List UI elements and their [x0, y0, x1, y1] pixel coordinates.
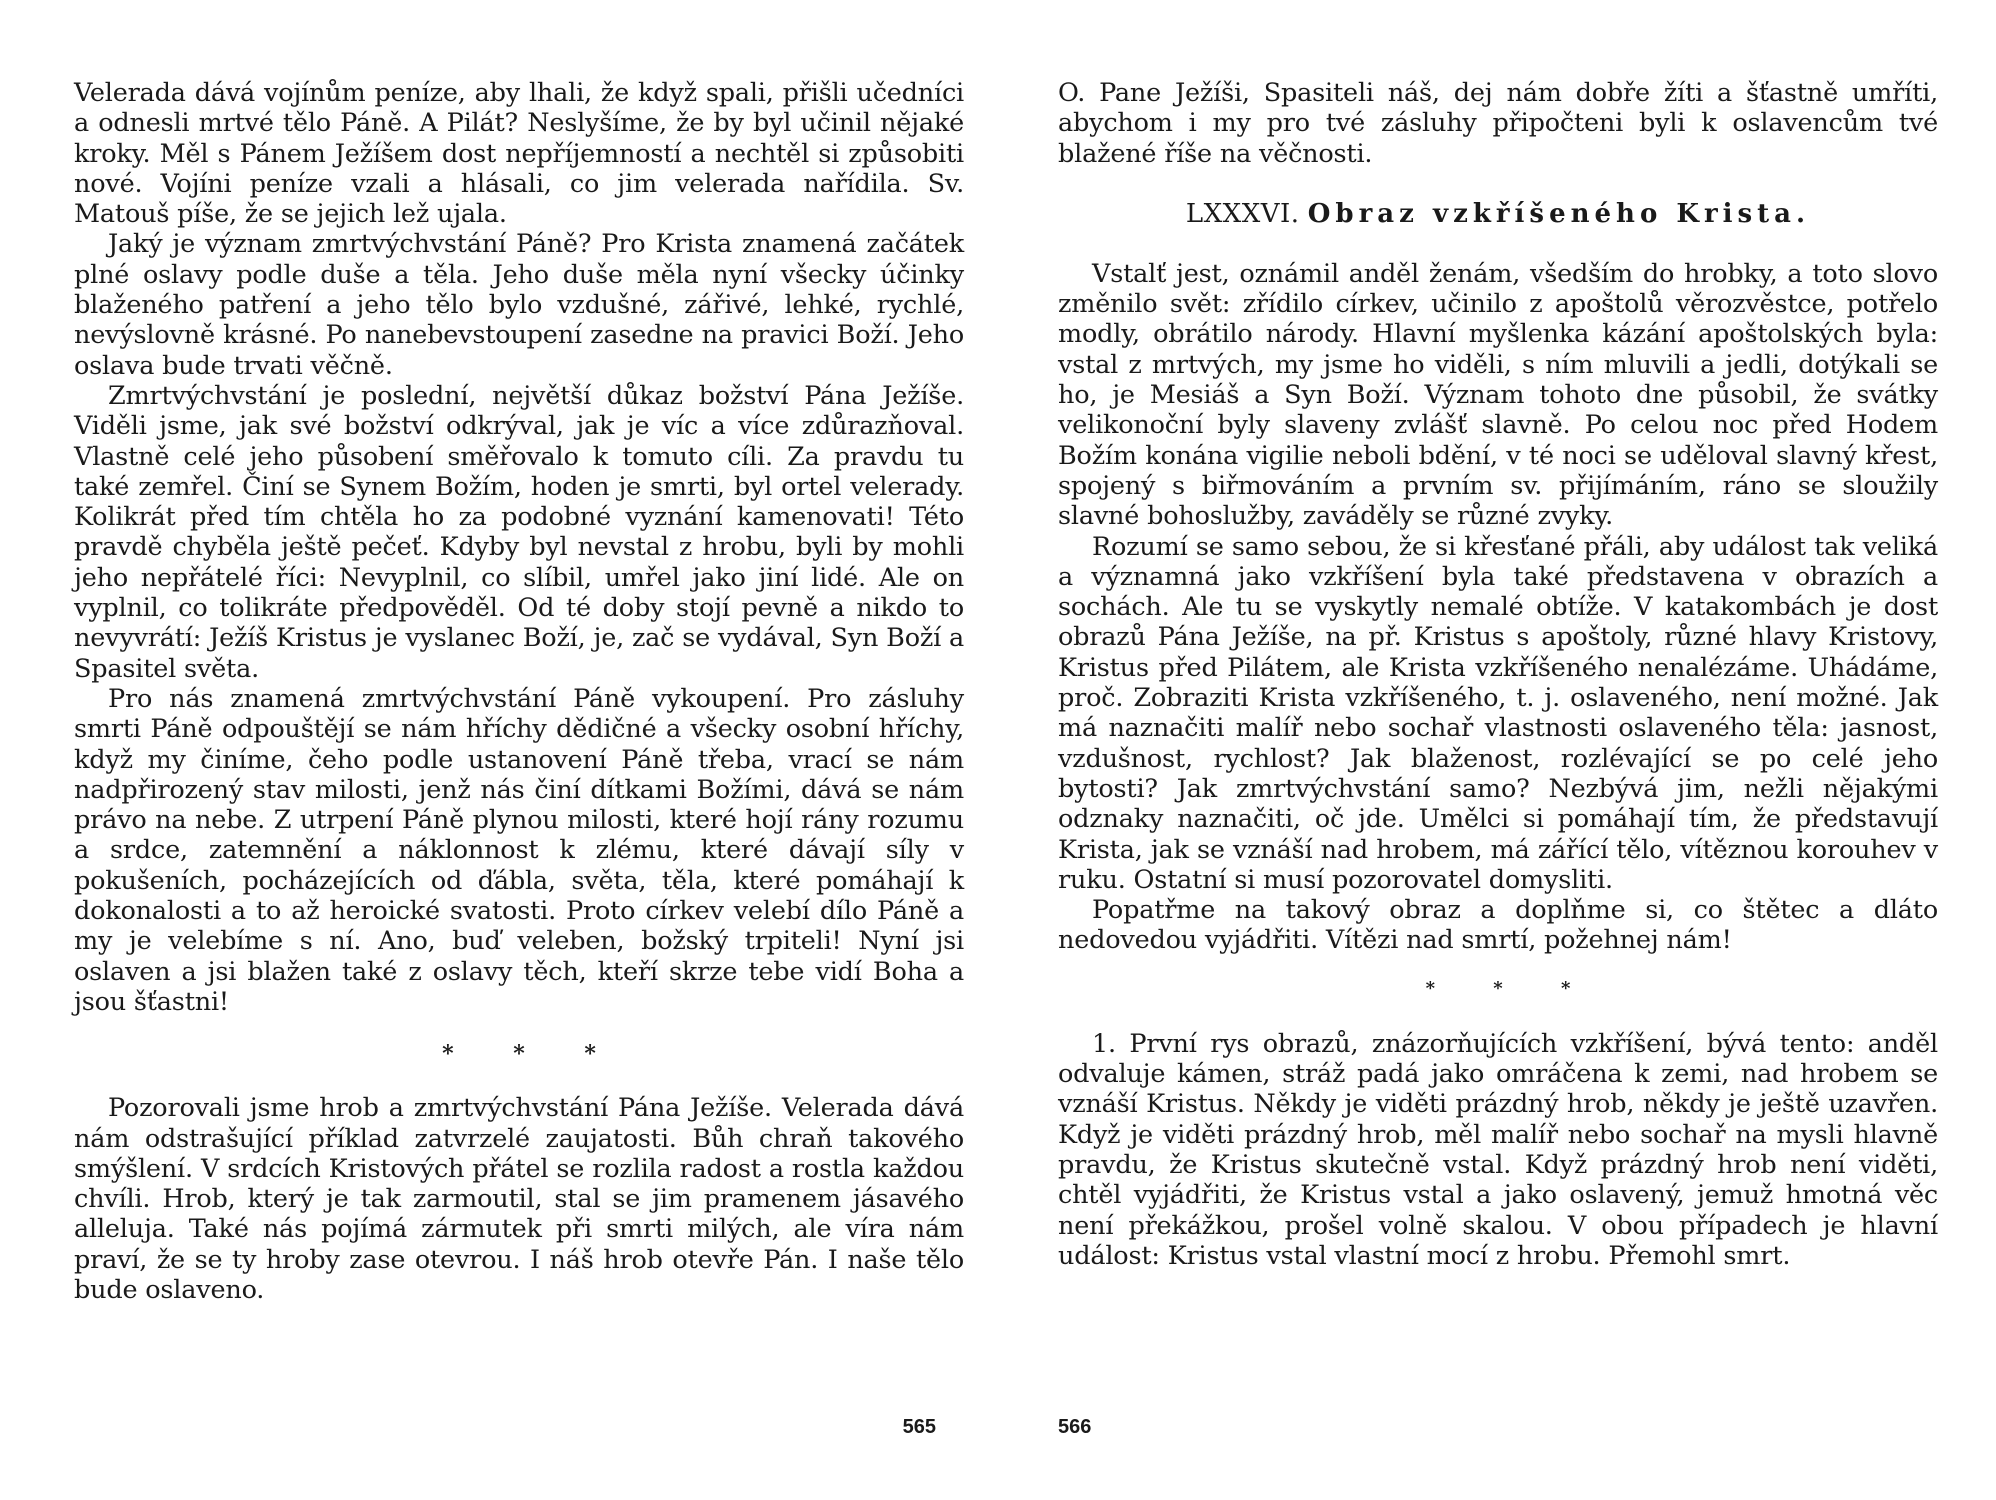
paragraph: O. Pane Ježíši, Spasiteli náš, dej nám dobře žíti a šťastně umříti, abychom i my pro tvé zásluhy připočteni byli k oslavencům tvé blažené říše na věčnosti.: [1058, 78, 1938, 169]
paragraph: Rozumí se samo sebou, že si křesťané přáli, aby událost tak veliká a významná jako vzkříšení byla také představena v obrazích a sochách. Ale tu se vyskytly nemalé obtíže. V katakombách je dost obrazů Pána Ježíše, na př. Kristus s apoštoly, různé hlavy Kristovy, Kristus před Pilátem, ale Krista vzkříšeného nenalézáme. Uhádáme, proč. Zobraziti Krista vzkříšeného, t. j. oslaveného, není možné. Jak má naznačiti malíř nebo sochař vlastnosti oslaveného těla: jasnost, vzdušnost, rychlost? Jak blaženost, rozlévající se po celé jeho bytosti? Jak zmrtvýchvstání samo? Nezbývá jim, nežli nějakými odznaky naznačiti, oč jde. Umělci si pomáhají tím, že představují Krista, jak se vznáší nad hrobem, má zářící tělo, vítěznou korouhev v ruku. Ostatní si musí pozorovatel domysliti.: [1058, 531, 1938, 895]
chapter-title: Obraz vzkříšeného Krista.: [1307, 198, 1811, 229]
chapter-number: LXXXVI.: [1185, 198, 1300, 229]
page-number: 565: [902, 1416, 936, 1438]
paragraph: Vstalť jest, oznámil anděl ženám, všedším do hrobky, a toto slovo změnilo svět: zřídilo církev, učinilo z apoštolů věrozvěstce, potřelo modly, obrátilo národy. Hlavní myšlenka kázání apoštolských byla: vstal z mrtvých, my jsme ho viděli, s ním mluvili a jedli, dotýkali se ho, je Mesiáš a Syn Boží. Význam tohoto dne působil, že svátky velikonoční byly slaveny zvlášť slavně. Po celou noc před Hodem Božím konána vigilie neboli bdění, v té noci se uděloval slavný křest, spojený s biřmováním a prvním sv. přijímáním, ráno se sloužily slavné bohoslužby, zaváděly se různé zvyky.: [1058, 258, 1938, 532]
paragraph: Popatřme na takový obraz a doplňme si, co štětec a dláto nedovedou vyjádřiti. Vítězi nad smrtí, požehnej nám!: [1058, 895, 1938, 956]
page-number: 566: [1058, 1416, 1092, 1438]
paragraph: Pozorovali jsme hrob a zmrtvýchvstání Pána Ježíše. Velerada dává nám odstrašující příklad zatvrzelé zaujatosti. Bůh chraň takového smýšlení. V srdcích Kristových přátel se rozlila radost a rostla každou chvíli. Hrob, který je tak zarmoutil, stal se jim pramenem jásavého alleluja. Také nás pojímá zármutek při smrti milých, ale víra nám praví, že se ty hroby zase otevrou. I náš hrob otevře Pán. I naše tělo bude oslaveno.: [74, 1093, 964, 1305]
paragraph: Pro nás znamená zmrtvýchvstání Páně vykoupení. Pro zásluhy smrti Páně odpouštějí se nám hříchy dědičné a všecky osobní hříchy, když my činíme, čeho podle ustanovení Páně třeba, vrací se nám nadpřirozený stav milosti, jenž nás činí dítkami Božími, dává se nám právo na nebe. Z utrpení Páně plynou milosti, které hojí rány rozumu a srdce, zatemnění a náklonnost k zlému, které dávají síly v pokušeních, pocházejících od ďábla, světa, těla, které pomáhají k dokonalosti a to až heroické svatosti. Proto církev velebí dílo Páně a my je velebíme s ní. Ano, buď veleben, božský trpiteli! Nyní jsi oslaven a jsi blažen také z oslavy těch, kteří skrze tebe vidí Boha a jsou šťastni!: [74, 683, 964, 1017]
left-page: [74, 78, 964, 1458]
paragraph: 1. První rys obrazů, znázorňujících vzkříšení, bývá tento: anděl odvaluje kámen, stráž padá jako omráčena k zemi, nad hrobem se vznáší Kristus. Někdy je viděti prázdný hrob, někdy je ještě uzavřen. Když je viděti prázdný hrob, měl malíř nebo sochař na mysli hlavně pravdu, že Kristus skutečně vstal. Když prázdný hrob není viděti, chtěl vyjádřiti, že Kristus vstal a jako oslavený, jemuž hmotná věc není překážkou, prošel volně skalou. V obou případech je hlavní událost: Kristus vstal vlastní mocí z hrobu. Přemohl smrt.: [1058, 1028, 1938, 1271]
paragraph: Velerada dává vojínům peníze, aby lhali, že když spali, přišli učedníci a odnesli mrtvé tělo Páně. A Pilát? Neslyšíme, že by byl učinil nějaké kroky. Měl s Pánem Ježíšem dost nepříjemností a nechtěl si způsobiti nové. Vojíni peníze vzali a hlásali, co jim velerada nařídila. Sv. Matouš píše, že se jejich lež ujala.: [74, 78, 964, 230]
section-separator: * * *: [1425, 977, 1597, 999]
paragraph: Zmrtvýchvstání je poslední, největší důkaz božství Pána Ježíše. Viděli jsme, jak své božství odkrýval, jak je víc a více zdůrazňoval. Vlastně celé jeho působení směřovalo k tomuto cíli. Za pravdu tu také zemřel. Činí se Synem Božím, hoden je smrti, byl ortel velerady. Kolikrát před tím chtěla ho za podobné vyznání kamenovati! Této pravdě chyběla ještě pečeť. Kdyby byl nevstal z hrobu, byli by mohli jeho nepřátelé říci: Nevyplnil, co slíbil, umřel jako jiní lidé. Ale on vyplnil, co tolikráte předpověděl. Od té doby stojí pevně a nikdo to nevyvrátí: Ježíš Kristus je vyslanec Boží, je, zač se vydával, Syn Boží a Spasitel světa.: [74, 380, 964, 684]
right-page: [1058, 78, 1938, 1458]
paragraph: Jaký je význam zmrtvýchvstání Páně? Pro Krista znamená začátek plné oslavy podle duše a těla. Jeho duše měla nyní všecky účinky blaženého patření a jeho tělo bylo vzdušné, zářivé, lehké, rychlé, nevýslovně krásné. Po nanebevstoupení zasedne na pravici Boží. Jeho oslava bude trvati věčně.: [74, 229, 964, 381]
section-separator: * * *: [442, 1041, 622, 1068]
chapter-heading: [1058, 199, 1938, 229]
